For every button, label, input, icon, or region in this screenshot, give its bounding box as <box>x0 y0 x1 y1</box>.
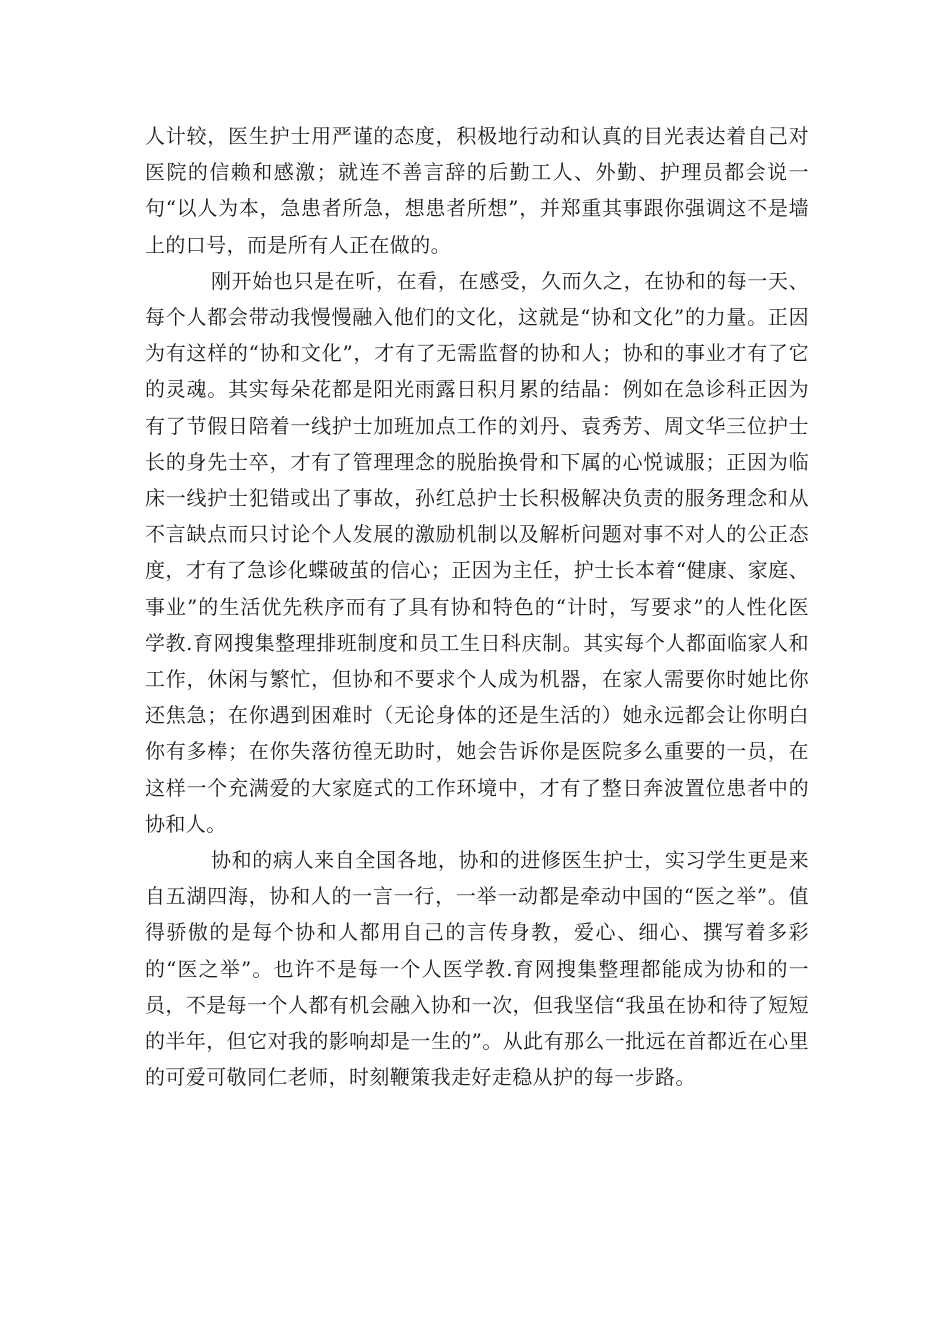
body-text <box>145 118 809 1095</box>
paragraph-1: 人计较，医生护士用严谨的态度，积极地行动和认真的目光表达着自己对医院的信赖和感激；就连不善言辞的后勤工人、外勤、护理员都会说一句“以人为本，急患者所急，想患者所想”，并郑重其事跟你强调这不是墙上的口号，而是所有人正在做的。 <box>145 124 809 257</box>
paragraph-2: 刚开始也只是在听，在看，在感受，久而久之，在协和的每一天、每个人都会带动我慢慢融入他们的文化，这就是“协和文化”的力量。正因为有这样的“协和文化”，才有了无需监督的协和人；协和的事业才有了它的灵魂。其实每朵花都是阳光雨露日积月累的结晶：例如在急诊科正因为有了节假日陪着一线护士加班加点工作的刘丹、袁秀芳、周文华三位护士长的身先士卒，才有了管理理念的脱胎换骨和下属的心悦诚服；正因为临床一线护士犯错或出了事故，孙红总护士长积极解决负责的服务理念和从不言缺点而只讨论个人发展的激励机制以及解析问题对事不对人的公正态度，才有了急诊化蝶破茧的信心；正因为主任，护士长本着“健康、家庭、事业”的生活优先秩序而有了具有协和特色的“计时，写要求”的人性化医学教.育网搜集整理排班制度和员工生日科庆制。其实每个人都面临家人和工作，休闲与繁忙，但协和不要求个人成为机器，在家人需要你时她比你还焦急；在你遇到困难时（无论身体的还是生活的）她永远都会让你明白你有多棒；在你失落彷徨无助时，她会告诉你是医院多么重要的一员，在这样一个充满爱的大家庭式的工作环境中，才有了整日奔波置位患者中的协和人。 <box>145 268 809 836</box>
paragraph-3: 协和的病人来自全国各地，协和的进修医生护士，实习学生更是来自五湖四海，协和人的一言一行，一举一动都是牵动中国的“医之举”。值得骄傲的是每个协和人都用自己的言传身教，爱心、细心、撰写着多彩的“医之举”。也许不是每一个人医学教.育网搜集整理都能成为协和的一员，不是每一个人都有机会融入协和一次，但我坚信“我虽在协和待了短短的半年，但它对我的影响却是一生的”。从此有那么一批远在首都近在心里的可爱可敬同仁老师，时刻鞭策我走好走稳从护的每一步路。 <box>145 848 809 1090</box>
